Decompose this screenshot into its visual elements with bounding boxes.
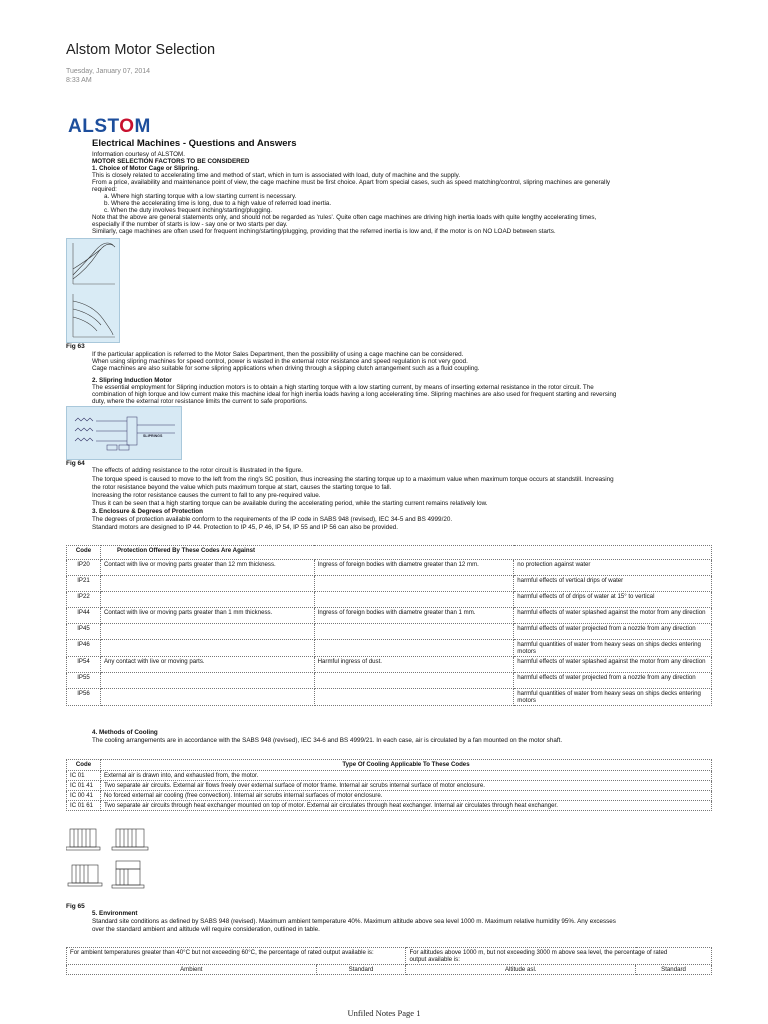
fig64-image	[66, 406, 182, 460]
ip-code-cell: IP55	[67, 673, 101, 689]
env-col-altitude: Altitude asl.	[406, 965, 636, 975]
table-row	[67, 624, 712, 640]
protection-cell	[100, 673, 314, 689]
protection-cell: Contact with live or moving parts greater than 1 mm thickness.	[100, 608, 314, 624]
s1-list-b: b. Where the accelerating time is long, due to a high value of referred load inertia.	[104, 200, 332, 207]
s2-p10: Increasing the rotor resistance causes the current to fall to any pre-required value.	[92, 492, 321, 499]
protection-cell: harmful effects of water projected from a nozzle from any direction	[514, 673, 712, 689]
protection-cell: Harmful ingress of dust.	[314, 657, 514, 673]
ip-code-cell: IP56	[67, 689, 101, 706]
s1-title: 1. Choice of Motor Cage or Slipring.	[92, 165, 200, 172]
table-row	[67, 791, 712, 801]
protection-cell: Any contact with live or moving parts.	[100, 657, 314, 673]
s5-p2: over the standard ambient and altitude will require consideration, outlined in table.	[92, 926, 320, 933]
cooling-desc-cell: Two separate air circuits. External air flows freely over external surface of motor frame. Internal air scrubs internal surface of motor enclosure.	[100, 781, 711, 791]
alstom-logo: ALSTOM	[68, 116, 151, 137]
env-col-ambient: Ambient	[67, 965, 317, 975]
s2-p3: Cage machines are also suitable for some slipring applications when driving through a slipping clutch arrangement such as a fluid coupling.	[92, 365, 480, 372]
protection-cell: Contact with live or moving parts greater than 12 mm thickness.	[100, 560, 314, 576]
table-row	[67, 608, 712, 624]
courtesy-text: Information courtesy of ALSTOM.	[92, 151, 185, 158]
ic-code-cell: IC 00 41	[67, 791, 101, 801]
protection-cell	[100, 640, 314, 657]
s2-p9: the rotor resistance beyond the value which puts maximum torque at start, causes the starting torque to fall.	[92, 484, 392, 491]
protection-cell	[314, 592, 514, 608]
environment-table	[66, 947, 712, 975]
ip-code-cell: IP45	[67, 624, 101, 640]
prot-header-code: Code	[67, 546, 101, 560]
table-row	[67, 689, 712, 706]
s1-list-a: a. Where high starting torque with a low starting current is necessary.	[104, 193, 297, 200]
s1-p3a: Note that the above are general statements only, and should not be regarded as 'rules'. Quite often cage machines are driving high inertia loads with quite lengthy accelerating times,	[92, 214, 597, 221]
s1-p1: This is closely related to accelerating time and method of start, which in turn is associated with load, duty of machine and the supply.	[92, 172, 461, 179]
fig63-label: Fig 63	[66, 343, 85, 350]
table-row	[67, 673, 712, 689]
protection-cell	[100, 592, 314, 608]
s2-p11: Thus it can be seen that a high starting torque can be available during the accelerating period, while the starting current remains relatively low.	[92, 500, 488, 507]
protection-cell	[314, 576, 514, 592]
fig63-image	[66, 238, 120, 343]
cooling-desc-cell: No forced external air cooling (free convection). Internal air scrubs internal surfaces of motor enclosure.	[100, 791, 711, 801]
protection-cell	[100, 689, 314, 706]
protection-cell: harmful quantities of water from heavy seas on ships decks entering motors	[514, 689, 712, 706]
footer-page-label: Unfiled Notes Page 1	[347, 1008, 421, 1018]
s1-p4: Similarly, cage machines are often used for frequent inching/starting/plugging, providing that the referred inertia is low and, if the motor is on NO LOAD between starts.	[92, 228, 556, 235]
env-right-head: For altitudes above 1000 m, but not exceeding 3000 m above sea level, the percentage of rated output available is:	[406, 948, 712, 965]
s5-title: 5. Environment	[92, 910, 138, 917]
doc-heading: Electrical Machines - Questions and Answers	[92, 138, 297, 149]
cool-header-code: Code	[67, 760, 101, 771]
protection-cell: Ingress of foreign bodies with diametre greater than 12 mm.	[314, 560, 514, 576]
protection-cell: no protection against water	[514, 560, 712, 576]
table-row	[67, 576, 712, 592]
protection-cell: harmful quantities of water from heavy seas on ships decks entering motors	[514, 640, 712, 657]
ic-code-cell: IC 01 41	[67, 781, 101, 791]
env-left-head: For ambient temperatures greater than 40°C but not exceeding 60°C, the percentage of rated output available is:	[67, 948, 406, 965]
s2-p4: The essential employment for Slipring induction motors is to obtain a high starting torque with a low starting current, by means of inserting external resistance in the rotor circuit. The	[92, 384, 594, 391]
protection-cell	[100, 624, 314, 640]
s1-p2a: From a price, availability and maintenance point of view, the cage machine must be first choice. Apart from special cases, such as speed matching/control, slipring machines are generally	[92, 179, 611, 186]
s3-p1: The degrees of protection available conform to the requirements of the IP code in SABS 948 (revised), IEC 34-5 and BS 4999/20.	[92, 516, 453, 523]
fig64-sliprings-label: SLIPRINGS	[143, 434, 163, 438]
protection-cell	[314, 673, 514, 689]
cooling-table	[66, 759, 712, 811]
env-col-standard-1: Standard	[316, 965, 406, 975]
ic-code-cell: IC 01	[67, 771, 101, 781]
s5-p1: Standard site conditions as defined by SABS 948 (revised). Maximum ambient temperature 40%. Maximum altitude above sea level 1000 m. Maximum relative humidity 95%. Any excesses	[92, 918, 616, 925]
protection-cell: harmful effects of water splashed against the motor from any direction	[514, 608, 712, 624]
table-row	[67, 657, 712, 673]
protection-table	[66, 545, 712, 706]
protection-cell	[314, 624, 514, 640]
ip-code-cell: IP46	[67, 640, 101, 657]
protection-cell: harmful effects of water projected from a nozzle from any direction	[514, 624, 712, 640]
cooling-desc-cell: External air is drawn into, and exhausted from, the motor.	[100, 771, 711, 781]
table-row	[67, 560, 712, 576]
cool-header-desc: Type Of Cooling Applicable To These Codes	[100, 760, 711, 771]
protection-cell: harmful effects of water splashed against the motor from any direction	[514, 657, 712, 673]
section-title: MOTOR SELECTION FACTORS TO BE CONSIDERED	[92, 158, 250, 165]
note-date: Tuesday, January 07, 2014	[66, 68, 151, 75]
ip-code-cell: IP21	[67, 576, 101, 592]
ip-code-cell: IP22	[67, 592, 101, 608]
s2-p1: If the particular application is referred to the Motor Sales Department, then the possibility of using a cage machine can be considered.	[92, 351, 464, 358]
table-row	[67, 801, 712, 811]
env-col-standard-2: Standard	[636, 965, 712, 975]
s2-p6: duty, where the external rotor resistance limits the current to safe proportions.	[92, 398, 308, 405]
page-title: Alstom Motor Selection	[66, 42, 216, 58]
s2-title: 2. Slipring Induction Motor	[92, 377, 172, 384]
fig65-label: Fig 65	[66, 903, 85, 910]
s4-title: 4. Methods of Cooling	[92, 729, 158, 736]
s2-p8: The torque speed is caused to move to the left from the ring's SC position, thus increasing the starting torque up to a maximum value when maximum torque occurs at standstill. Increasing	[92, 476, 614, 483]
ic-code-cell: IC 01 61	[67, 801, 101, 811]
protection-cell: Ingress of foreign bodies with diametre greater than 1 mm.	[314, 608, 514, 624]
cooling-desc-cell: Two separate air circuits through heat exchanger mounted on top of motor. External air circulates through heat exchanger. Internal air circulates through heat exchanger.	[100, 801, 711, 811]
s2-p7: The effects of adding resistance to the rotor circuit is illustrated in the figure.	[92, 467, 303, 474]
table-row	[67, 781, 712, 791]
ip-code-cell: IP44	[67, 608, 101, 624]
table-row	[67, 640, 712, 657]
s1-p2b: required:	[92, 186, 117, 193]
s3-title: 3. Enclosure & Degrees of Protection	[92, 508, 203, 515]
s1-list-c: c. When the duty involves frequent inching/starting/plugging.	[104, 207, 273, 214]
ip-code-cell: IP20	[67, 560, 101, 576]
table-row	[67, 771, 712, 781]
protection-cell	[314, 689, 514, 706]
protection-cell	[314, 640, 514, 657]
prot-header-desc: Protection Offered By These Codes Are Against	[100, 546, 711, 560]
table-row	[67, 592, 712, 608]
protection-cell: harmful effects of of drips of water at 15° to vertical	[514, 592, 712, 608]
ip-code-cell: IP54	[67, 657, 101, 673]
protection-cell: harmful effects of vertical drips of water	[514, 576, 712, 592]
s1-p3b: especially if the number of starts is low - say one or two starts per day.	[92, 221, 288, 228]
s4-p1: The cooling arrangements are in accordance with the SABS 948 (revised), IEC 34-6 and BS 4999/21. In each case, air is circulated by a fan mounted on the motor shaft.	[92, 737, 563, 744]
fig65-image	[66, 825, 166, 901]
s2-p2: When using slipring machines for speed control, power is wasted in the external rotor resistance and speed regulation is not very good.	[92, 358, 468, 365]
fig64-label: Fig 64	[66, 460, 85, 467]
note-time: 8:33 AM	[66, 77, 92, 84]
s2-p5: combination of high torque and low current make this machine ideal for high inertia loads having a long accelerating time. Slipring machines are also used for frequent starting and reversing	[92, 391, 617, 398]
s3-p2: Standard motors are designed to IP 44. Protection to IP 45, P 46, IP 54, IP 55 and IP 56 can also be provided.	[92, 524, 398, 531]
protection-cell	[100, 576, 314, 592]
